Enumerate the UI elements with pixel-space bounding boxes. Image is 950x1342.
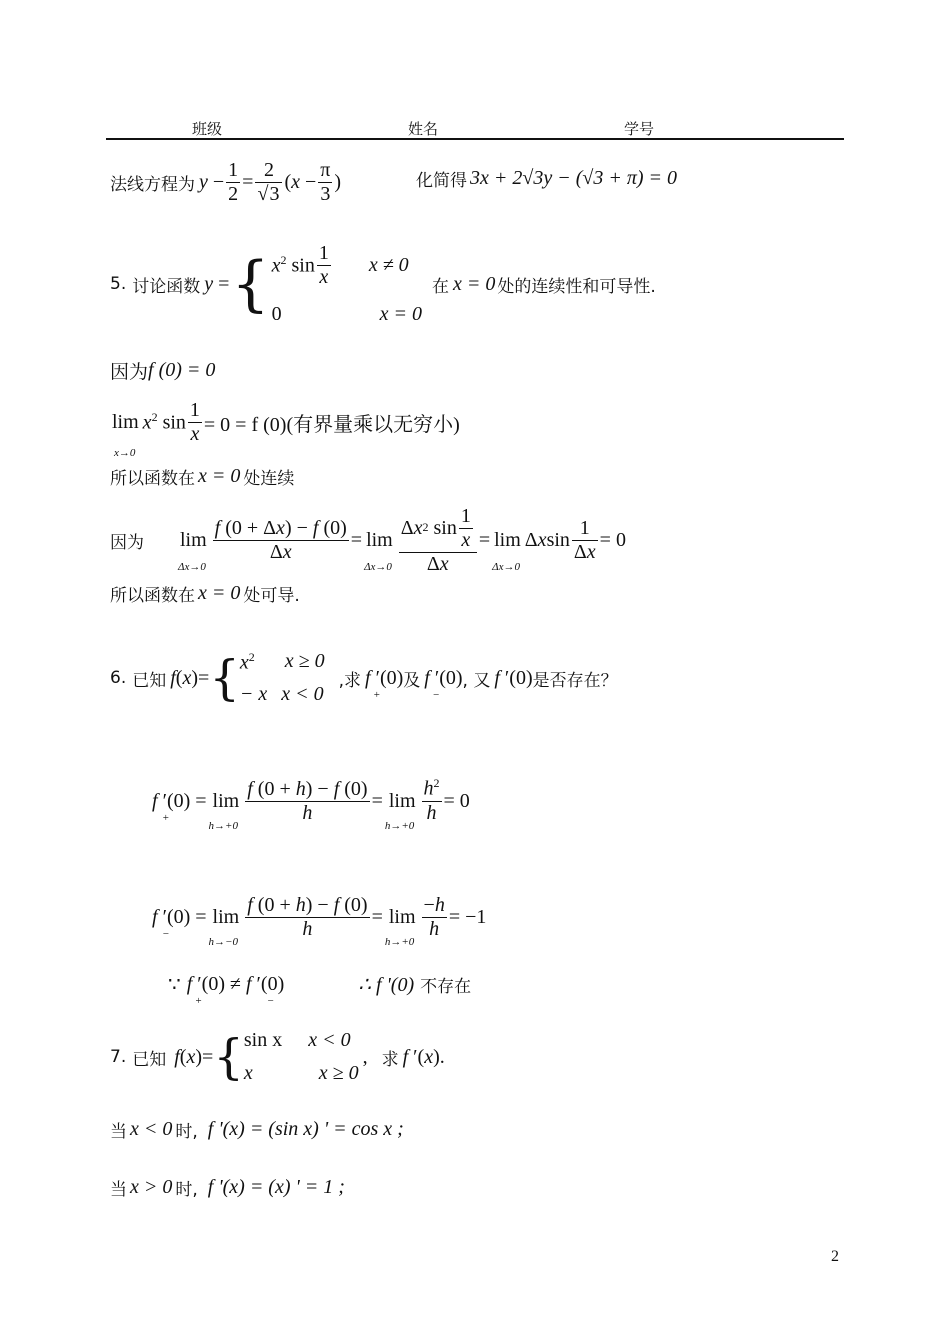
sol5-line5 [110, 581, 300, 606]
question-5: 5. 讨论函数 y = { $x^2$ sin $\frac{1}{x}$ x ≠ 0 0 x = 0 在 x = 0 处的连续性和可导性. [110, 242, 656, 325]
sol6-left-derivative: f ′(0) = − lim h→−0 $\frac{f (0 + h) - f (0)}{h}$ = lim h→+0 $\frac{-h}{h}$ = −1 [152, 893, 487, 948]
sol5-l3-point: x = 0 [198, 465, 241, 487]
sol7-l1-mid: 时, [175, 1122, 198, 1142]
normal-line-equation: 法线方程为 y − $\frac{1}{2}$ = $\frac{2}{√3}$ (x − $\frac{\pi}{3}$ ) [110, 158, 342, 205]
sol6-plus-sub-3: h→+0 [384, 935, 415, 948]
class-label: 班级 [192, 120, 223, 138]
q5-suffix-a: 在 [431, 276, 449, 297]
name-label: 姓名 [408, 120, 439, 138]
sol6-therefore: ∴ f '(0) [358, 974, 415, 996]
sol7-l2-expr: f '(x) = (x) ' = 1 ; [207, 1176, 345, 1198]
q5-number: 5. [110, 274, 127, 294]
sol5-l4-sub-1: Δx→0 [178, 560, 206, 573]
q7-prompt: 已知 [132, 1049, 167, 1070]
sol5-line1 [110, 357, 215, 384]
sol5-line3 [110, 464, 294, 489]
header-rule [106, 138, 844, 140]
q6-prompt: 已知 [132, 670, 167, 691]
q7-case1-cond: x < 0 [308, 1029, 351, 1051]
sol7-line2 [110, 1175, 345, 1200]
sol6-minus-sub: h→−0 [208, 935, 238, 948]
q7-ask: 求 [381, 1049, 399, 1070]
sol6-plus-sub-1: h→+0 [208, 819, 238, 832]
sol5-l5-suffix: 处可导. [243, 586, 300, 606]
page-number: 2 [831, 1248, 839, 1265]
sol6-conclusion: ∵ f ′(0) ≠ f ′(0) + − ∴ f '(0) 不存在 [168, 973, 472, 1007]
sol5-l2-tail: = 0 = f (0)(有界量乘以无穷小) [203, 413, 460, 436]
sol5-line4: 因为 lim Δx→0 $\frac{f (0 + \Delta x) - f (0)}{\Delta x}$ = lim Δx→0 Δ x 2 sin $\frac{1}{x}$ Δx = lim Δx→0 Δxsin $\frac{1}{\Delta x}$ = 0 [110, 504, 626, 575]
q6-ask-a: ,求 [338, 670, 362, 691]
q7-case2-val: x [243, 1062, 253, 1084]
q7-case2-cond: x ≥ 0 [318, 1062, 359, 1084]
sol6-not-exist: 不存在 [420, 977, 472, 997]
question-6: 6. 已知 f(x)= { $x^2$ x ≥ 0 − x x < 0 ,求 f ′(0) + 及 f ′(0) − , 又 f ′(0) 是否存在？ [110, 650, 618, 706]
sol6-minus-result: = −1 [448, 905, 487, 928]
sol5-l4-sub-3: Δx→0 [492, 560, 520, 573]
sol7-l2-mid: 时, [175, 1180, 198, 1200]
sol7-l1-cond: x < 0 [130, 1118, 173, 1140]
question-7: 7. 已知 f(x)= { sin x x < 0 x x ≥ 0 , 求 f ′(x). [110, 1029, 445, 1085]
q6-case2-cond: x < 0 [281, 683, 324, 705]
sol7-line1 [110, 1117, 404, 1142]
q6-ask-b: 及 [403, 670, 421, 691]
q5-prompt: 讨论函数 [132, 276, 201, 297]
simplify-prefix: 化简得 [416, 171, 467, 191]
q5-point: x = 0 [452, 272, 496, 295]
sol5-l5-point: x = 0 [198, 582, 241, 604]
sol5-l1-prefix: 因为 [110, 361, 149, 383]
sol6-right-derivative: f ′(0) = + lim h→+0 $\frac{f (0 + h) - f (0)}{h}$ = lim h→+0 $\frac{h^2}{h}$ = 0 [152, 776, 470, 832]
sol7-l2-prefix: 当 [110, 1180, 127, 1200]
sol5-l4-prefix: 因为 [110, 532, 144, 553]
q6-ask-d: 是否存在？ [532, 670, 618, 691]
sol5-l5-prefix: 所以函数在 [110, 586, 195, 606]
q5-suffix-b: 处的连续性和可导性. [497, 276, 656, 297]
simplified-equation [416, 166, 677, 191]
normal-line-prefix: 法线方程为 [110, 174, 195, 195]
q5-case1-cond: x ≠ 0 [368, 254, 409, 276]
q7-number: 7. [110, 1047, 127, 1067]
q6-ask-c: , 又 [462, 670, 491, 691]
q5-case2-val: 0 [271, 303, 282, 325]
sol5-l3-suffix: 处连续 [243, 469, 295, 489]
q5-case2-cond: x = 0 [379, 303, 422, 325]
sol6-plus-sub-2: h→+0 [384, 819, 415, 832]
sol5-l4-sub-2: Δx→0 [364, 560, 392, 573]
sol6-plus-result: = 0 [443, 789, 470, 812]
sol5-l1-expr: f (0) = 0 [148, 359, 216, 381]
sol5-l2-sub: x→0 [114, 446, 136, 459]
id-label: 学号 [624, 120, 655, 138]
q6-number: 6. [110, 668, 127, 688]
sol5-l3-prefix: 所以函数在 [110, 469, 195, 489]
q6-case1-cond: x ≥ 0 [284, 650, 325, 672]
sol6-because: ∵ [168, 974, 181, 996]
sol5-line2: lim x→0 $x^2$ sin $\frac{1}{x}$ = 0 = f (0)(有界量乘以无穷小) [112, 398, 460, 459]
q6-case2-val: − x [239, 683, 268, 705]
sol7-l2-cond: x > 0 [130, 1176, 173, 1198]
sol7-l1-prefix: 当 [110, 1122, 127, 1142]
simplified-expression: 3x + 2√3y − (√3 + π) = 0 [470, 167, 678, 189]
q7-case1-val: sin x [243, 1029, 283, 1051]
sol7-l1-expr: f '(x) = (sin x) ' = cos x ; [207, 1118, 404, 1140]
